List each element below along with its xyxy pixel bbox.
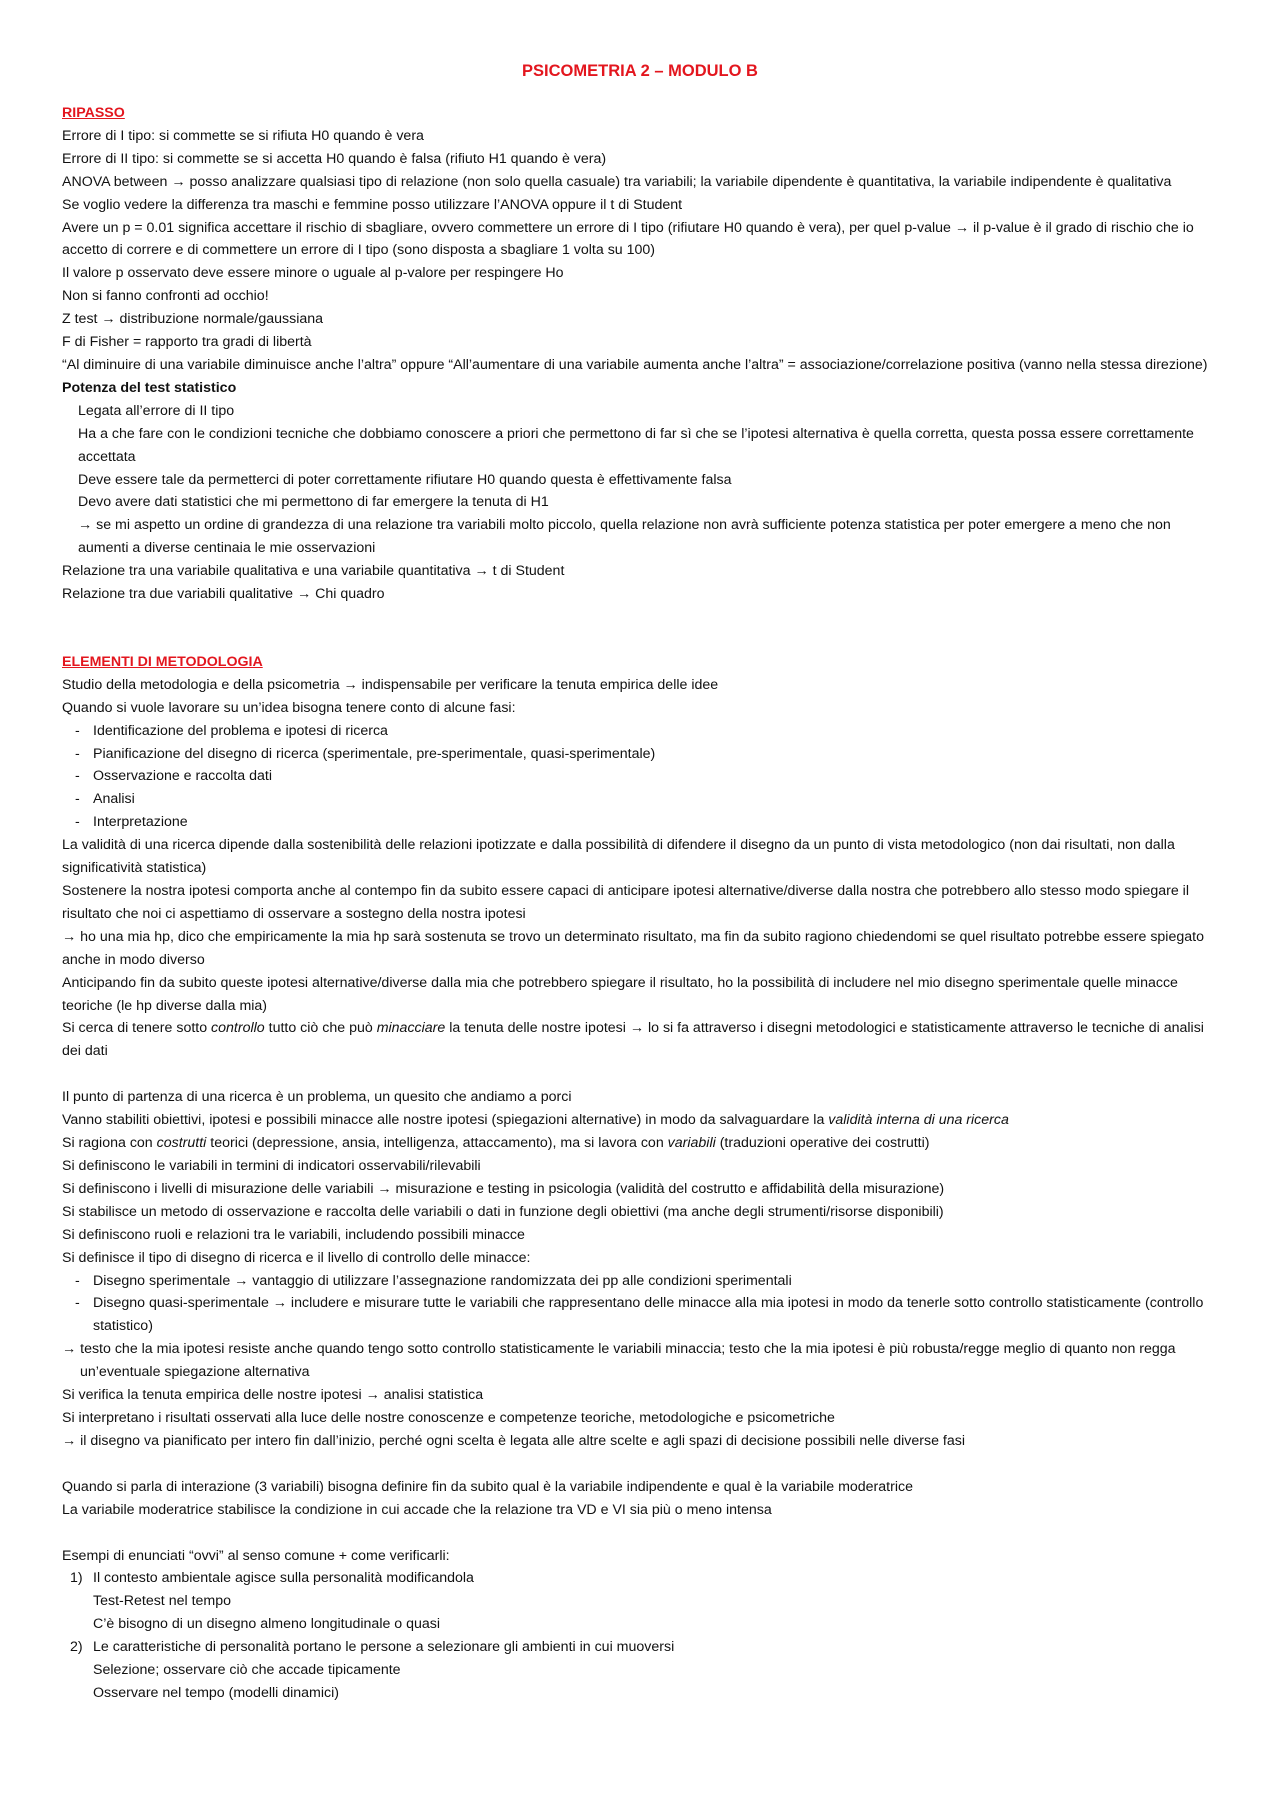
text-line: Si interpretano i risultati osservati alla luce delle nostre conoscenze e competenze teoriche, metodologiche e psicometriche — [62, 1409, 835, 1426]
numbered-subline: Osservare nel tempo (modelli dinamici) — [93, 1685, 340, 1701]
text-line: Z test → distribuzione normale/gaussiana — [62, 311, 324, 328]
spacer — [62, 1522, 1218, 1545]
text-line: → testo che la mia ipotesi resiste anche quando tengo sotto controllo statisticamente le variabili minaccia; testo che la mia ipotesi è più robusta/regge meglio di quanto non regga un’eventuale spiegazione alternativa — [62, 1341, 1176, 1381]
text-line: Relazione tra due variabili qualitative → Chi quadro — [62, 586, 385, 603]
text-line: Il punto di partenza di una ricerca è un problema, un quesito che andiamo a porci — [62, 1089, 572, 1106]
text-line: Avere un p = 0.01 significa accettare il rischio di sbagliare, ovvero commettere un errore di I tipo (rifiutare H0 quando è vera), per quel p-value → il p-value è il grado di rischio che io accetto di correre e di commettere un errore di I tipo (sono disposta a sbagliare 1 volta su 100) — [62, 219, 1194, 259]
indented-line: Legata all’errore di II tipo — [78, 402, 235, 419]
text-line: Esempi di enunciati “ovvi” al senso comune + come verificarli: — [62, 1547, 450, 1564]
numbered-item: 1) Il contesto ambientale agisce sulla personalità modificandola — [70, 1570, 474, 1587]
list-item: - Identificazione del problema e ipotesi di ricerca — [62, 720, 1218, 743]
list-item: - Disegno sperimentale → vantaggio di utilizzare l’assegnazione randomizzata dei pp alle condizioni sperimentali — [62, 1270, 1218, 1293]
text-line: Si definiscono le variabili in termini di indicatori osservabili/rilevabili — [62, 1157, 481, 1174]
list-item: - Osservazione e raccolta dati — [62, 765, 1218, 788]
text-line: Quando si vuole lavorare su un’idea bisogna tenere conto di alcune fasi: — [62, 699, 516, 716]
text-line: ANOVA between → posso analizzare qualsiasi tipo di relazione (non solo quella casuale) tra variabili; la variabile dipendente è quantitativa, la variabile indipendente è qualitativa — [62, 173, 1172, 190]
section-heading-metodologia: ELEMENTI DI METODOLOGIA — [62, 653, 263, 670]
dash-bullet: - — [75, 791, 80, 808]
text-line: Sostenere la nostra ipotesi comporta anche al contempo fin da subito essere capaci di anticipare ipotesi alternative/diverse dalla nostra che potrebbero allo stesso modo spiegare il risultato che noi ci aspettiamo di osservare a sostegno della nostra ipotesi — [62, 883, 1189, 922]
text-line: Errore di II tipo: si commette se si accetta H0 quando è falsa (rifiuto H1 quando è vera) — [62, 150, 607, 167]
text-line: Se voglio vedere la differenza tra maschi e femmine posso utilizzare l’ANOVA oppure il t di Student — [62, 196, 683, 213]
text-line: Errore di I tipo: si commette se si rifiuta H0 quando è vera — [62, 127, 424, 144]
numbered-subline: Test-Retest nel tempo — [93, 1593, 231, 1610]
text-line: Studio della metodologia e della psicometria → indispensabile per verificare la tenuta empirica delle idee — [62, 676, 719, 693]
text-line: F di Fisher = rapporto tra gradi di libertà — [62, 334, 312, 351]
costrutti-line: Si ragiona con costrutti teorici (depressione, ansia, intelligenza, attaccamento), ma si lavora con variabili (traduzioni operative dei costrutti) — [62, 1135, 930, 1152]
text-line: La validità di una ricerca dipende dalla sostenibilità delle relazioni ipotizzate e dalla possibilità di difendere il disegno da un punto di vista metodologico (non dai risultati, non dalla significatività statistica) — [62, 837, 1175, 877]
dash-bullet: - — [75, 745, 80, 762]
indented-line: Devo avere dati statistici che mi permettono di far emergere la tenuta di H1 — [78, 494, 549, 511]
obiettivi-line: Vanno stabiliti obiettivi, ipotesi e possibili minacce alle nostre ipotesi (spiegazioni alternative) in modo da salvaguardare la validità interna di una ricerca — [62, 1112, 1009, 1129]
list-item: - Interpretazione — [62, 811, 1218, 834]
indented-line: Deve essere tale da permetterci di poter correttamente rifiutare H0 quando questa è effettivamente falsa — [78, 471, 732, 488]
text-line: Si stabilisce un metodo di osservazione e raccolta delle variabili o dati in funzione degli obiettivi (ma anche degli strumenti/risorse disponibili) — [62, 1203, 944, 1220]
section-heading-ripasso: RIPASSO — [62, 105, 125, 121]
text-line: → ho una mia hp, dico che empiricamente la mia hp sarà sostenuta se trovo un determinato risultato, ma fin da subito ragiono chiedendomi se quel risultato potrebbe essere spiegato anche in modo diverso — [62, 928, 1204, 968]
text-line: Il valore p osservato deve essere minore o uguale al p-valore per respingere Ho — [62, 265, 564, 282]
text-line: Anticipando fin da subito queste ipotesi alternative/diverse dalla mia che potrebbero spiegare il risultato, ho la possibilità di includere nel mio disegno sperimentale quelle minacce teoriche (le hp diverse dalla mia) — [62, 974, 1178, 1014]
text-line: Relazione tra una variabile qualitativa e una variabile quantitativa → t di Student — [62, 563, 565, 580]
numbered-item: 2) Le caratteristiche di personalità portano le persone a selezionare gli ambienti in cui muoversi — [70, 1639, 675, 1656]
indented-line: Ha a che fare con le condizioni tecniche che dobbiamo conoscere a priori che permettono di far sì che se l’ipotesi alternativa è quella corretta, questa possa essere correttamente accettata — [78, 425, 1194, 465]
dash-bullet: - — [75, 768, 80, 785]
text-line: → il disegno va pianificato per intero fin dall’inizio, perché ogni scelta è legata alle altre scelte e agli spazi di decisione possibili nelle diverse fasi — [62, 1432, 965, 1449]
indented-line: → se mi aspetto un ordine di grandezza di una relazione tra variabili molto piccolo, quella relazione non avrà sufficiente potenza statistica per poter emergere a meno che non aumenti a diverse centinaia le mie osservazioni — [78, 517, 1171, 557]
list-item: - Pianificazione del disegno di ricerca (sperimentale, pre-sperimentale, quasi-sperimentale) — [62, 743, 1218, 766]
numbered-subline: C’è bisogno di un disegno almeno longitudinale o quasi — [93, 1616, 441, 1633]
text-line: Si verifica la tenuta empirica delle nostre ipotesi → analisi statistica — [62, 1387, 484, 1404]
text-line: “Al diminuire di una variabile diminuisce anche l’altra” oppure “All’aumentare di una variabile aumenta anche l’altra” = associazione/correlazione positiva (vanno nella stessa direzione) — [62, 356, 1208, 373]
list-item: - Analisi — [62, 788, 1218, 811]
dash-bullet: - — [75, 722, 80, 739]
subheading-potenza: Potenza del test statistico — [62, 379, 237, 396]
text-line: Quando si parla di interazione (3 variabili) bisogna definire fin da subito qual è la variabile indipendente e qual è la variabile moderatrice — [62, 1478, 913, 1495]
page-title: PSICOMETRIA 2 – MODULO B — [522, 62, 758, 80]
text-line: La variabile moderatrice stabilisce la condizione in cui accade che la relazione tra VD e VI sia più o meno intensa — [62, 1501, 772, 1518]
text-line: Si definiscono i livelli di misurazione delle variabili → misurazione e testing in psicologia (validità del costrutto e affidabilità della misurazione) — [62, 1180, 945, 1197]
spacer — [62, 1063, 1218, 1086]
spacer — [62, 1453, 1218, 1476]
numbered-subline: Selezione; osservare ciò che accade tipicamente — [93, 1662, 401, 1679]
text-line: Non si fanno confronti ad occhio! — [62, 288, 269, 305]
dash-bullet: - — [75, 1272, 80, 1289]
text-line: Si definiscono ruoli e relazioni tra le variabili, includendo possibili minacce — [62, 1226, 525, 1243]
list-item: - Disegno quasi-sperimentale → includere e misurare tutte le variabili che rappresentano delle minacce alla mia ipotesi in modo da tenerle sotto controllo statisticamente (controllo statistico) — [62, 1292, 1218, 1338]
controllo-line: Si cerca di tenere sotto controllo tutto ciò che può minacciare la tenuta delle nostre ipotesi → lo si fa attraverso i disegni metodologici e statisticamente attraverso le tecniche di analisi dei dati — [62, 1020, 1204, 1060]
dash-bullet: - — [75, 814, 80, 831]
text-line: Si definisce il tipo di disegno di ricerca e il livello di controllo delle minacce: — [62, 1249, 531, 1266]
dash-bullet: - — [75, 1295, 80, 1312]
spacer — [62, 606, 1218, 651]
